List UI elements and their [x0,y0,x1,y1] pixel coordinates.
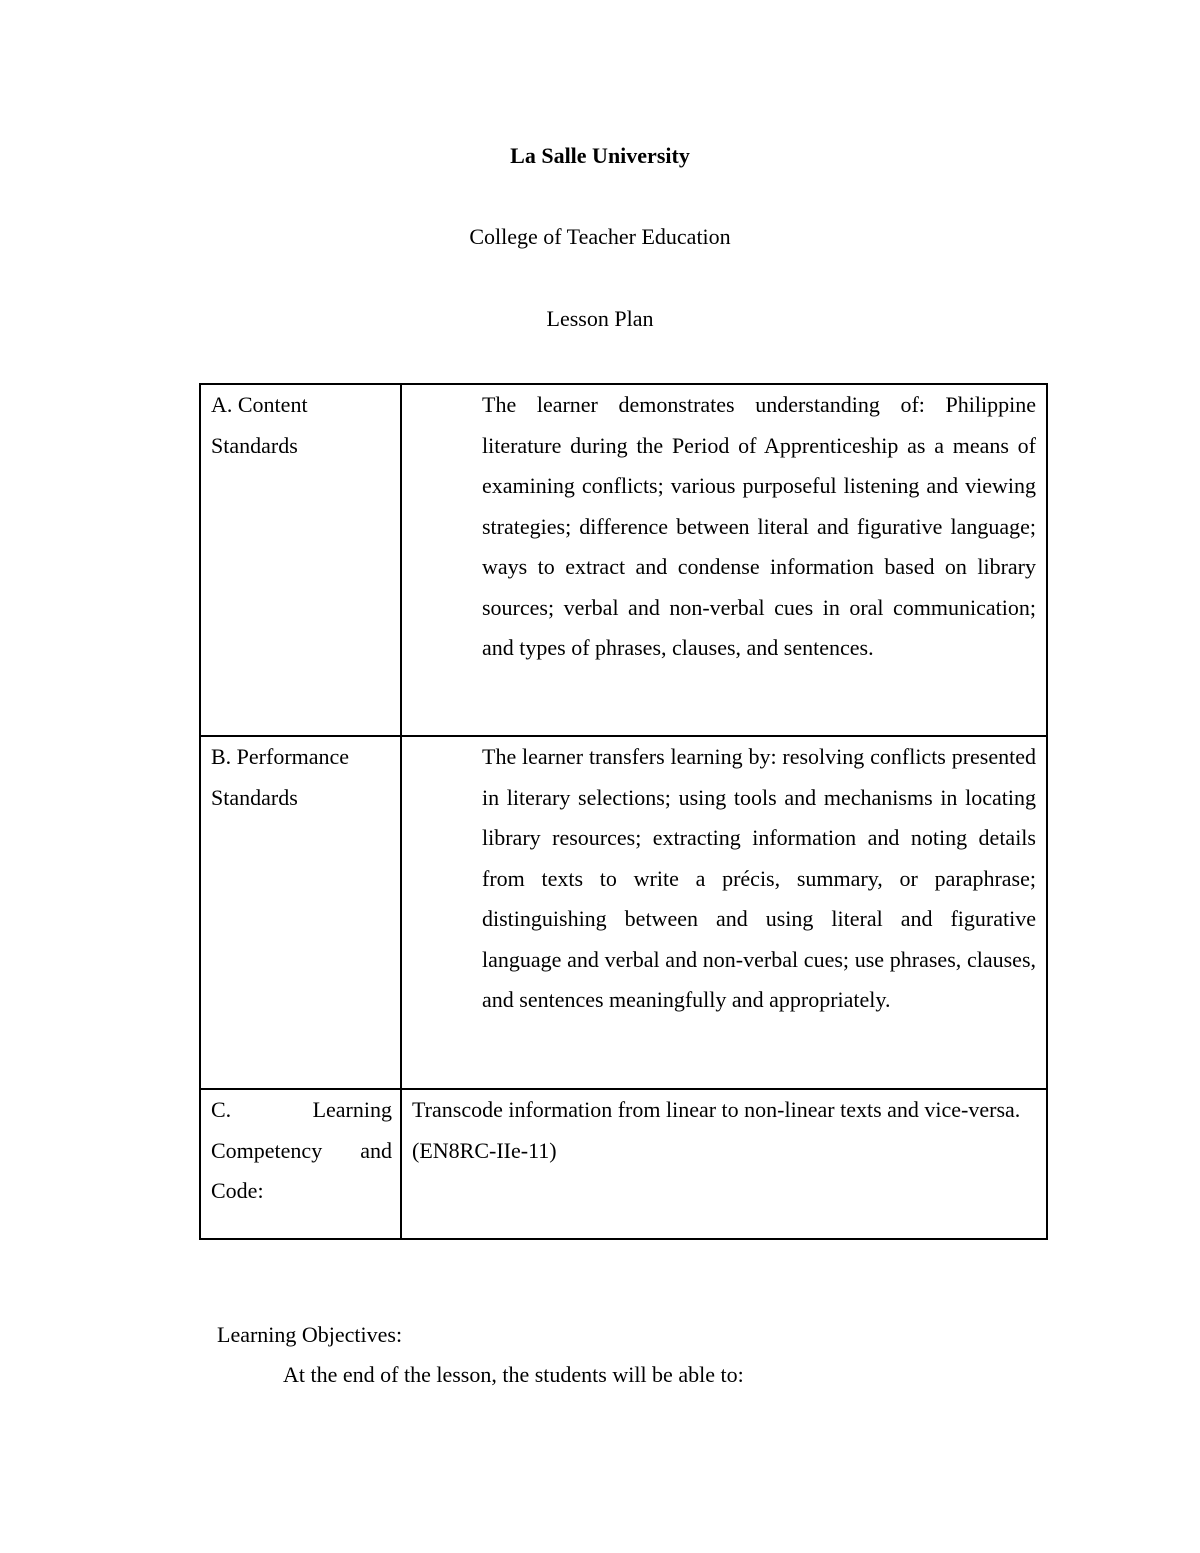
institution-title: La Salle University [510,143,690,168]
row-label: A. Content Standards [200,384,401,736]
table-row-performance-standards [200,736,1047,1089]
row-content: Transcode information from linear to non-linear texts and vice-versa. (EN8RC-IIe-11) [401,1089,1047,1239]
table-row-content-standards [200,384,1047,736]
row-label: B. Performance Standards [200,736,401,1089]
table-row-learning-competency [200,1089,1047,1239]
objectives-intro: At the end of the lesson, the students will be able to: [283,1362,744,1387]
objectives-heading: Learning Objectives: [217,1322,403,1347]
row-content: The learner transfers learning by: resolving conflicts presented in literary selections; using tools and mechanisms in locating library resources; extracting information and noting details from texts to write a précis, summary, or paraphrase; distinguishing between and using literal and figurative language and verbal and non-verbal cues; use phrases, clauses, and sentences meaningfully and appropriately. [401,736,1047,1089]
document-type: Lesson Plan [546,306,654,331]
row-label: C. Learning Competency and Code: [200,1089,401,1239]
college-name: College of Teacher Education [469,224,731,249]
lesson-plan-table [199,383,1048,1240]
row-content: The learner demonstrates understanding of: Philippine literature during the Period of Apprenticeship as a means of examining conflicts; various purposeful listening and viewing strategies; difference between literal and figurative language; ways to extract and condense information based on library sources; verbal and non-verbal cues in oral communication; and types of phrases, clauses, and sentences. [401,384,1047,736]
